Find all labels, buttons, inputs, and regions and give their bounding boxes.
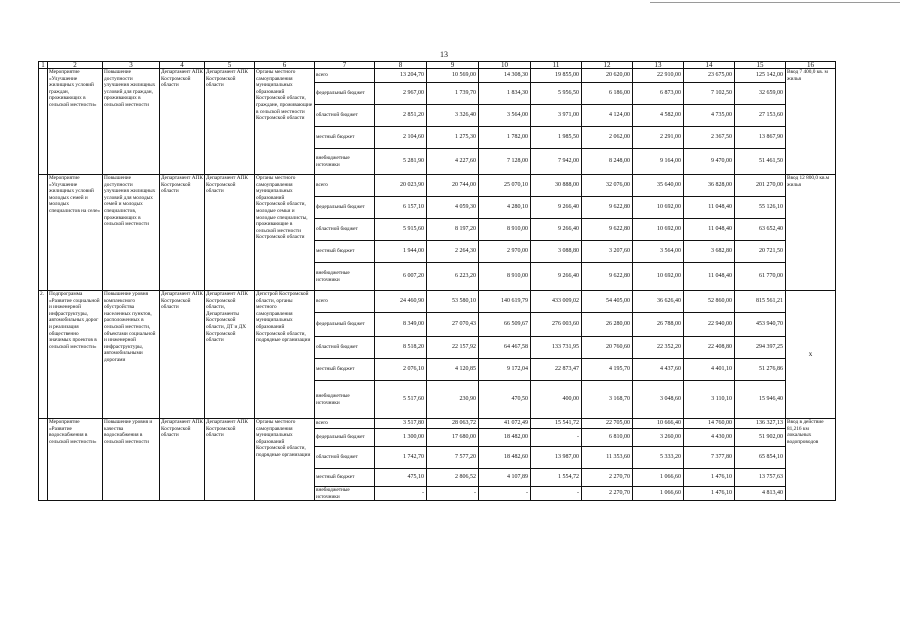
value-cell: 51 461,50 <box>735 149 786 175</box>
value-cell: 10 692,00 <box>633 263 684 291</box>
value-cell: 3 207,60 <box>582 241 633 263</box>
funding-source-cell: местный бюджет <box>315 127 375 149</box>
participants-cell: Органы местного самоуправления муниципальных образований Костромской области, подрядные организации <box>255 419 315 501</box>
value-cell: 36 626,40 <box>633 291 684 313</box>
value-cell: 6 223,20 <box>427 263 479 291</box>
value-cell: 13 757,63 <box>735 469 786 487</box>
measure-name-cell: Мероприятие «Развитие водоснабжения в сельской местности» <box>48 419 103 501</box>
participants-cell: Депстрой Костромской области, органы местного самоуправления муниципальных образований Костромской области, подрядные организации <box>255 291 315 419</box>
value-cell: 6 157,10 <box>375 197 427 219</box>
funding-source-cell: местный бюджет <box>315 469 375 487</box>
value-cell: 4 280,10 <box>479 197 531 219</box>
value-cell: 11 048,40 <box>684 197 735 219</box>
value-cell: 4 059,30 <box>427 197 479 219</box>
value-cell: 22 873,47 <box>531 359 582 381</box>
value-cell: 2 062,00 <box>582 127 633 149</box>
value-cell: 2 264,30 <box>427 241 479 263</box>
responsible-cell: Департамент АПК Костромской области <box>160 419 205 501</box>
value-cell: 64 467,58 <box>479 337 531 359</box>
value-cell: 2 367,50 <box>684 127 735 149</box>
value-cell: 9 172,04 <box>479 359 531 381</box>
value-cell: 4 430,00 <box>684 429 735 447</box>
row-number-cell <box>39 69 48 175</box>
header-cell: 13 <box>633 62 684 69</box>
value-cell: 25 070,10 <box>479 175 531 197</box>
scan-edge-line <box>650 2 900 3</box>
value-cell: 35 640,00 <box>633 175 684 197</box>
value-cell: 2 270,70 <box>582 469 633 487</box>
header-cell: 14 <box>684 62 735 69</box>
value-cell: 7 577,20 <box>427 447 479 469</box>
value-cell: 1 476,10 <box>684 469 735 487</box>
value-cell: 4 735,00 <box>684 105 735 127</box>
value-cell: 3 168,70 <box>582 381 633 419</box>
value-cell: 66 509,67 <box>479 313 531 337</box>
value-cell: 26 280,00 <box>582 313 633 337</box>
value-cell: 4 401,10 <box>684 359 735 381</box>
value-cell: 22 705,00 <box>582 419 633 429</box>
value-cell: 8 518,20 <box>375 337 427 359</box>
value-cell: 6 810,00 <box>582 429 633 447</box>
value-cell: 18 482,00 <box>479 429 531 447</box>
value-cell: 9 266,40 <box>531 197 582 219</box>
value-cell: 6 186,00 <box>582 83 633 105</box>
value-cell: 9 164,00 <box>633 149 684 175</box>
value-cell: 6 873,00 <box>633 83 684 105</box>
funding-source-cell: федеральный бюджет <box>315 313 375 337</box>
value-cell: 65 854,10 <box>735 447 786 469</box>
header-row <box>39 62 836 69</box>
value-cell: 5 517,60 <box>375 381 427 419</box>
row-number-cell <box>39 175 48 291</box>
funding-source-cell: всего <box>315 419 375 429</box>
value-cell: 2 270,70 <box>582 487 633 501</box>
value-cell: 22 940,00 <box>684 313 735 337</box>
table-row <box>39 69 836 83</box>
value-cell: 4 437,60 <box>633 359 684 381</box>
value-cell: 3 088,80 <box>531 241 582 263</box>
value-cell: 18 482,60 <box>479 447 531 469</box>
value-cell: 7 102,50 <box>684 83 735 105</box>
header-cell: 1 <box>39 62 48 69</box>
value-cell: 52 860,00 <box>684 291 735 313</box>
value-cell: 201 270,00 <box>735 175 786 197</box>
value-cell: 36 828,00 <box>684 175 735 197</box>
value-cell: 8 349,00 <box>375 313 427 337</box>
value-cell: 3 048,60 <box>633 381 684 419</box>
value-cell: 1 944,00 <box>375 241 427 263</box>
value-cell: 10 569,00 <box>427 69 479 83</box>
value-cell: 54 405,00 <box>582 291 633 313</box>
funding-source-cell: федеральный бюджет <box>315 429 375 447</box>
goal-cell: Повышение доступности улучшения жилищных условий для молодых семей и молодых специалистов, проживающих в сельской местности <box>103 175 160 291</box>
value-cell: 10 692,00 <box>633 197 684 219</box>
value-cell: 32 659,00 <box>735 83 786 105</box>
value-cell: 433 009,02 <box>531 291 582 313</box>
value-cell: 41 072,49 <box>479 419 531 429</box>
value-cell: 9 622,80 <box>582 197 633 219</box>
value-cell: 11 048,40 <box>684 219 735 241</box>
value-cell: 32 076,00 <box>582 175 633 197</box>
value-cell: 15 946,40 <box>735 381 786 419</box>
funding-source-cell: внебюджетные источники <box>315 381 375 419</box>
value-cell: 1 985,50 <box>531 127 582 149</box>
value-cell: 20 744,00 <box>427 175 479 197</box>
table-row <box>39 175 836 197</box>
value-cell: 3 564,00 <box>633 241 684 263</box>
value-cell: 20 023,90 <box>375 175 427 197</box>
value-cell: 9 622,80 <box>582 219 633 241</box>
row-number-cell <box>39 419 48 501</box>
value-cell: 133 731,95 <box>531 337 582 359</box>
value-cell: 2 967,00 <box>375 83 427 105</box>
value-cell: 4 227,60 <box>427 149 479 175</box>
value-cell: 3 971,00 <box>531 105 582 127</box>
funding-source-cell: федеральный бюджет <box>315 83 375 105</box>
value-cell: 5 915,60 <box>375 219 427 241</box>
measure-name-cell: Мероприятие «Улучшение жилищных условий граждан, проживающих в сельской местности» <box>48 69 103 175</box>
value-cell: - <box>531 429 582 447</box>
value-cell: 8 248,00 <box>582 149 633 175</box>
header-cell: 5 <box>205 62 255 69</box>
value-cell: 14 308,30 <box>479 69 531 83</box>
value-cell: 2 970,00 <box>479 241 531 263</box>
coexecutor-cell: Департамент АПК Костромской области, Департаменты Костромской области, ДТ и ДХ Костромской области <box>205 291 255 419</box>
value-cell: 4 813,40 <box>735 487 786 501</box>
goal-cell: Повышение уровня и качества водоснабжения в сельской местности <box>103 419 160 501</box>
value-cell: 140 619,79 <box>479 291 531 313</box>
target-indicator-cell: x <box>786 291 836 419</box>
value-cell: 2 291,00 <box>633 127 684 149</box>
goal-cell: Повышение доступности улучшения жилищных условий для граждан, проживающих в сельской местности <box>103 69 160 175</box>
value-cell: 10 692,00 <box>633 219 684 241</box>
value-cell: 24 460,90 <box>375 291 427 313</box>
value-cell: 2 076,10 <box>375 359 427 381</box>
value-cell: 11 353,60 <box>582 447 633 469</box>
value-cell: 1 834,30 <box>479 83 531 105</box>
value-cell: 4 582,00 <box>633 105 684 127</box>
value-cell: 22 157,92 <box>427 337 479 359</box>
value-cell: 3 564,00 <box>479 105 531 127</box>
value-cell: 1 476,10 <box>684 487 735 501</box>
value-cell: 1 742,70 <box>375 447 427 469</box>
value-cell: - <box>427 487 479 501</box>
funding-source-cell: местный бюджет <box>315 241 375 263</box>
funding-source-cell: внебюджетные источники <box>315 263 375 291</box>
value-cell: 230,90 <box>427 381 479 419</box>
header-cell: 4 <box>160 62 205 69</box>
page-number: 13 <box>440 50 448 59</box>
value-cell: 136 327,13 <box>735 419 786 429</box>
participants-cell: Органы местного самоуправления муниципальных образований Костромской области, граждане, проживающие в сельской местности Костромской области <box>255 69 315 175</box>
coexecutor-cell: Департамент АПК Костромской области <box>205 69 255 175</box>
value-cell: 9 266,40 <box>531 263 582 291</box>
header-cell: 11 <box>531 62 582 69</box>
value-cell: 1 554,72 <box>531 469 582 487</box>
responsible-cell: Департамент АПК Костромской области <box>160 69 205 175</box>
value-cell: 1 782,00 <box>479 127 531 149</box>
funding-source-cell: областной бюджет <box>315 219 375 241</box>
coexecutor-cell: Департамент АПК Костромской области <box>205 419 255 501</box>
value-cell: - <box>375 487 427 501</box>
measure-name-cell: Подпрограмма «Развитие социальной и инженерной инфраструктуры, автомобильных дорог и реализация общественно значимых проектов в сельской местности» <box>48 291 103 419</box>
value-cell: 4 120,85 <box>427 359 479 381</box>
value-cell: 53 580,10 <box>427 291 479 313</box>
budget-table <box>38 61 836 501</box>
responsible-cell: Департамент АПК Костромской области <box>160 291 205 419</box>
funding-source-cell: областной бюджет <box>315 447 375 469</box>
value-cell: 294 397,25 <box>735 337 786 359</box>
funding-source-cell: областной бюджет <box>315 105 375 127</box>
value-cell: 4 107,89 <box>479 469 531 487</box>
value-cell: 3 110,10 <box>684 381 735 419</box>
value-cell: 63 652,40 <box>735 219 786 241</box>
header-cell: 2 <box>48 62 103 69</box>
value-cell: 5 956,50 <box>531 83 582 105</box>
value-cell: 470,50 <box>479 381 531 419</box>
target-indicator-cell: Ввод в действие 81,216 км локальных водопроводов <box>786 419 836 501</box>
value-cell: 4 124,00 <box>582 105 633 127</box>
value-cell: 1 066,60 <box>633 487 684 501</box>
value-cell: 9 622,80 <box>582 263 633 291</box>
value-cell: 815 561,21 <box>735 291 786 313</box>
value-cell: 55 126,10 <box>735 197 786 219</box>
value-cell: 3 517,80 <box>375 419 427 429</box>
header-cell: 9 <box>427 62 479 69</box>
participants-cell: Органы местного самоуправления муниципальных образований Костромской области, молодые семьи и молодые специалисты, проживающие в сельской местности Костромской области <box>255 175 315 291</box>
measure-name-cell: Мероприятие «Улучшение жилищных условий молодых семей и молодых специалистов на селе» <box>48 175 103 291</box>
value-cell: 2 104,60 <box>375 127 427 149</box>
funding-source-cell: местный бюджет <box>315 359 375 381</box>
funding-source-cell: внебюджетные источники <box>315 149 375 175</box>
value-cell: 8 910,00 <box>479 263 531 291</box>
value-cell: 8 910,00 <box>479 219 531 241</box>
value-cell: 51 902,00 <box>735 429 786 447</box>
value-cell: 2 806,52 <box>427 469 479 487</box>
coexecutor-cell: Департамент АПК Костромской области <box>205 175 255 291</box>
value-cell: - <box>531 487 582 501</box>
value-cell: 14 760,00 <box>684 419 735 429</box>
value-cell: 61 770,00 <box>735 263 786 291</box>
value-cell: 1 739,70 <box>427 83 479 105</box>
row-number-cell: 2. <box>39 291 48 419</box>
value-cell: 2 851,20 <box>375 105 427 127</box>
value-cell: 276 003,60 <box>531 313 582 337</box>
target-indicator-cell: Ввод 7 400,0 кв. м жилья <box>786 69 836 175</box>
value-cell: 27 070,43 <box>427 313 479 337</box>
header-cell: 16 <box>786 62 836 69</box>
value-cell: 453 940,70 <box>735 313 786 337</box>
value-cell: 5 281,90 <box>375 149 427 175</box>
value-cell: 5 333,20 <box>633 447 684 469</box>
funding-source-cell: внебюджетные источники <box>315 487 375 501</box>
funding-source-cell: всего <box>315 69 375 83</box>
goal-cell: Повышение уровня комплексного обустройства населенных пунктов, расположенных в сельской местности, объектами социальной и инженерной инфраструктуры, автомобильными дорогами <box>103 291 160 419</box>
value-cell: - <box>479 487 531 501</box>
value-cell: 28 063,72 <box>427 419 479 429</box>
value-cell: 1 066,60 <box>633 469 684 487</box>
funding-source-cell: областной бюджет <box>315 337 375 359</box>
value-cell: 6 007,20 <box>375 263 427 291</box>
value-cell: 13 987,00 <box>531 447 582 469</box>
funding-source-cell: всего <box>315 291 375 313</box>
value-cell: 22 352,20 <box>633 337 684 359</box>
value-cell: 15 541,72 <box>531 419 582 429</box>
table-row <box>39 419 836 429</box>
value-cell: 475,10 <box>375 469 427 487</box>
value-cell: 3 682,80 <box>684 241 735 263</box>
value-cell: 30 888,00 <box>531 175 582 197</box>
value-cell: 22 408,80 <box>684 337 735 359</box>
header-cell: 12 <box>582 62 633 69</box>
value-cell: 22 910,00 <box>633 69 684 83</box>
value-cell: 20 620,00 <box>582 69 633 83</box>
value-cell: 1 300,00 <box>375 429 427 447</box>
value-cell: 11 048,40 <box>684 263 735 291</box>
value-cell: 3 326,40 <box>427 105 479 127</box>
header-cell: 15 <box>735 62 786 69</box>
value-cell: 20 760,60 <box>582 337 633 359</box>
funding-source-cell: федеральный бюджет <box>315 197 375 219</box>
funding-source-cell: всего <box>315 175 375 197</box>
value-cell: 51 276,86 <box>735 359 786 381</box>
value-cell: 26 788,00 <box>633 313 684 337</box>
value-cell: 27 153,60 <box>735 105 786 127</box>
target-indicator-cell: Ввод 12 800,0 кв.м жилья <box>786 175 836 291</box>
value-cell: 4 195,70 <box>582 359 633 381</box>
value-cell: 19 855,00 <box>531 69 582 83</box>
value-cell: 13 204,70 <box>375 69 427 83</box>
value-cell: 17 680,00 <box>427 429 479 447</box>
header-cell: 8 <box>375 62 427 69</box>
table-row <box>39 291 836 313</box>
value-cell: 13 867,90 <box>735 127 786 149</box>
value-cell: 23 675,00 <box>684 69 735 83</box>
value-cell: 7 128,00 <box>479 149 531 175</box>
value-cell: 400,00 <box>531 381 582 419</box>
value-cell: 9 266,40 <box>531 219 582 241</box>
value-cell: 1 275,30 <box>427 127 479 149</box>
value-cell: 10 666,40 <box>633 419 684 429</box>
value-cell: 7 377,80 <box>684 447 735 469</box>
value-cell: 9 470,00 <box>684 149 735 175</box>
header-cell: 10 <box>479 62 531 69</box>
value-cell: 8 197,20 <box>427 219 479 241</box>
value-cell: 3 260,00 <box>633 429 684 447</box>
responsible-cell: Департамент АПК Костромской области <box>160 175 205 291</box>
value-cell: 125 142,00 <box>735 69 786 83</box>
value-cell: 7 942,00 <box>531 149 582 175</box>
header-cell: 6 <box>255 62 315 69</box>
value-cell: 20 721,50 <box>735 241 786 263</box>
header-cell: 7 <box>315 62 375 69</box>
table-body <box>39 62 836 501</box>
header-cell: 3 <box>103 62 160 69</box>
